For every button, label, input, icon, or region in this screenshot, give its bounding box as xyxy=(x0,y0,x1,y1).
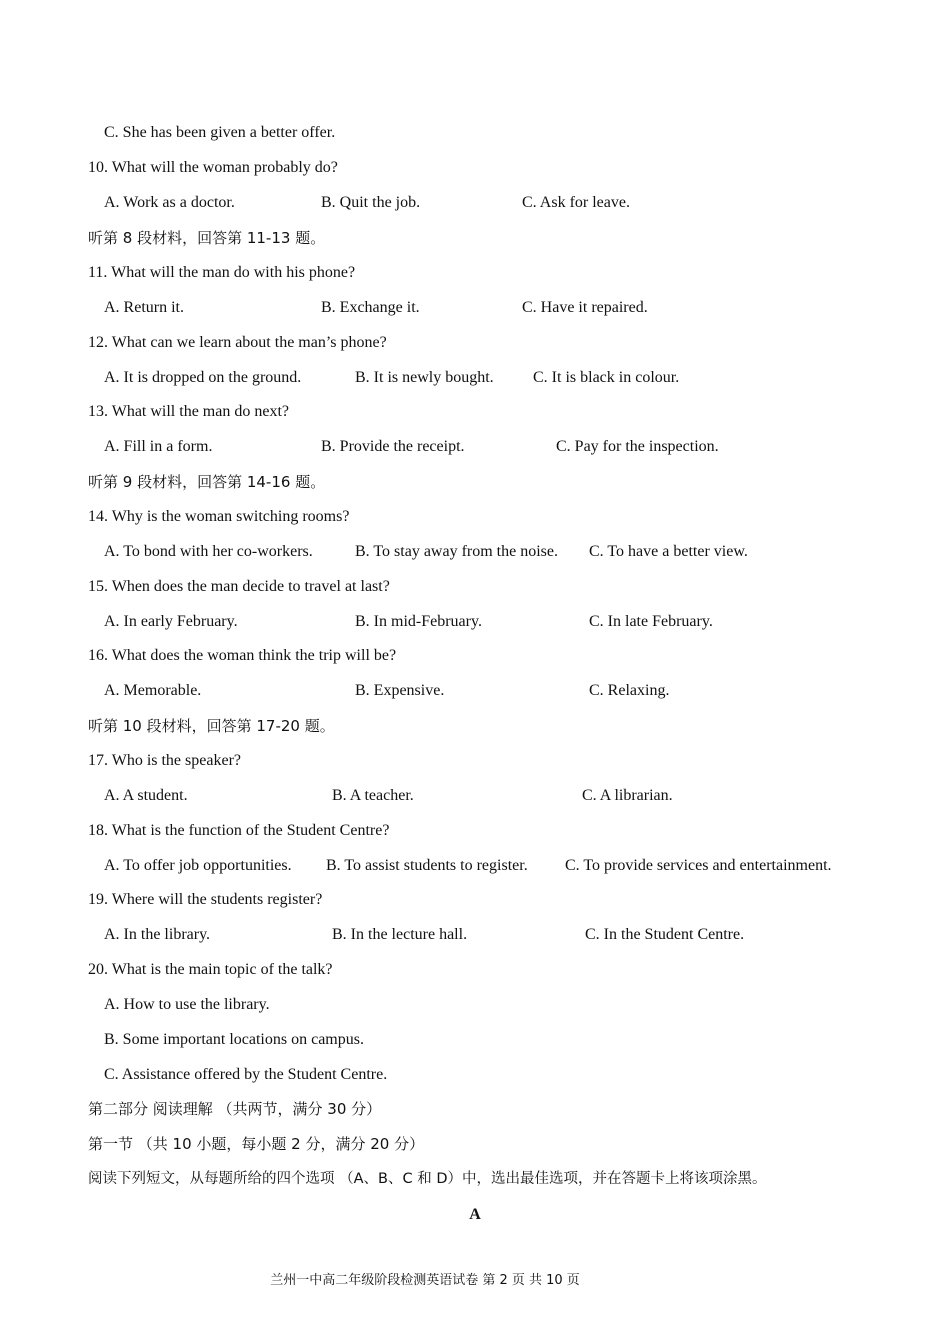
q19-option-c: C. In the Student Centre. xyxy=(585,926,745,943)
q16-option-c: C. Relaxing. xyxy=(589,682,670,699)
question-13: 13. What will the man do next? xyxy=(88,403,289,420)
question-15: 15. When does the man decide to travel at last? xyxy=(88,578,390,595)
q17-option-b: B. A teacher. xyxy=(332,787,414,804)
section-8-heading: 听第 8 段材料，回答第 11-13 题。 xyxy=(88,229,326,247)
question-16: 16. What does the woman think the trip will be? xyxy=(88,647,397,664)
q13-option-b: B. Provide the receipt. xyxy=(321,438,465,455)
q14-option-b: B. To stay away from the noise. xyxy=(355,543,558,560)
q12-option-a: A. It is dropped on the ground. xyxy=(104,369,302,386)
page-footer: 兰州一中高二年级阶段检测英语试卷 第 2 页 共 10 页 xyxy=(270,1273,580,1288)
q13-option-a: A. Fill in a form. xyxy=(104,438,213,455)
q17-option-a: A. A student. xyxy=(104,787,188,804)
q9-option-c: C. She has been given a better offer. xyxy=(104,124,336,141)
section-1-heading: 第一节 （共 10 小题，每小题 2 分，满分 20 分） xyxy=(88,1135,425,1153)
part-2-heading: 第二部分 阅读理解 （共两节，满分 30 分） xyxy=(88,1100,382,1118)
q18-option-a: A. To offer job opportunities. xyxy=(104,857,292,874)
question-12: 12. What can we learn about the man’s phone? xyxy=(88,334,387,351)
q10-option-b: B. Quit the job. xyxy=(321,194,421,211)
q11-option-c: C. Have it repaired. xyxy=(522,299,648,316)
q10-option-a: A. Work as a doctor. xyxy=(104,194,235,211)
q19-option-a: A. In the library. xyxy=(104,926,211,943)
q12-option-c: C. It is black in colour. xyxy=(533,369,680,386)
q11-option-b: B. Exchange it. xyxy=(321,299,420,316)
question-14: 14. Why is the woman switching rooms? xyxy=(88,508,350,525)
q17-option-c: C. A librarian. xyxy=(582,787,673,804)
question-10: 10. What will the woman probably do? xyxy=(88,159,338,176)
q18-option-b: B. To assist students to register. xyxy=(326,857,528,874)
q13-option-c: C. Pay for the inspection. xyxy=(556,438,719,455)
q15-option-b: B. In mid-February. xyxy=(355,613,482,630)
q20-option-a: A. How to use the library. xyxy=(104,996,270,1013)
q16-option-a: A. Memorable. xyxy=(104,682,202,699)
q11-option-a: A. Return it. xyxy=(104,299,184,316)
q20-option-c: C. Assistance offered by the Student Centre. xyxy=(104,1066,388,1083)
q14-option-c: C. To have a better view. xyxy=(589,543,748,560)
question-19: 19. Where will the students register? xyxy=(88,891,323,908)
question-11: 11. What will the man do with his phone? xyxy=(88,264,356,281)
question-20: 20. What is the main topic of the talk? xyxy=(88,961,333,978)
q12-option-b: B. It is newly bought. xyxy=(355,369,494,386)
question-18: 18. What is the function of the Student Centre? xyxy=(88,822,390,839)
q19-option-b: B. In the lecture hall. xyxy=(332,926,468,943)
q16-option-b: B. Expensive. xyxy=(355,682,445,699)
section-9-heading: 听第 9 段材料，回答第 14-16 题。 xyxy=(88,473,326,491)
reading-instructions: 阅读下列短文，从每题所给的四个选项 （A、B、C 和 D）中，选出最佳选项，并在答题卡上将该项涂黑。 xyxy=(88,1171,767,1187)
q20-option-b: B. Some important locations on campus. xyxy=(104,1031,364,1048)
question-17: 17. Who is the speaker? xyxy=(88,752,241,769)
q18-option-c: C. To provide services and entertainment. xyxy=(565,857,832,874)
section-10-heading: 听第 10 段材料，回答第 17-20 题。 xyxy=(88,717,335,735)
q15-option-c: C. In late February. xyxy=(589,613,713,630)
q14-option-a: A. To bond with her co-workers. xyxy=(104,543,313,560)
passage-label: A xyxy=(469,1206,481,1223)
q10-option-c: C. Ask for leave. xyxy=(522,194,630,211)
q15-option-a: A. In early February. xyxy=(104,613,238,630)
